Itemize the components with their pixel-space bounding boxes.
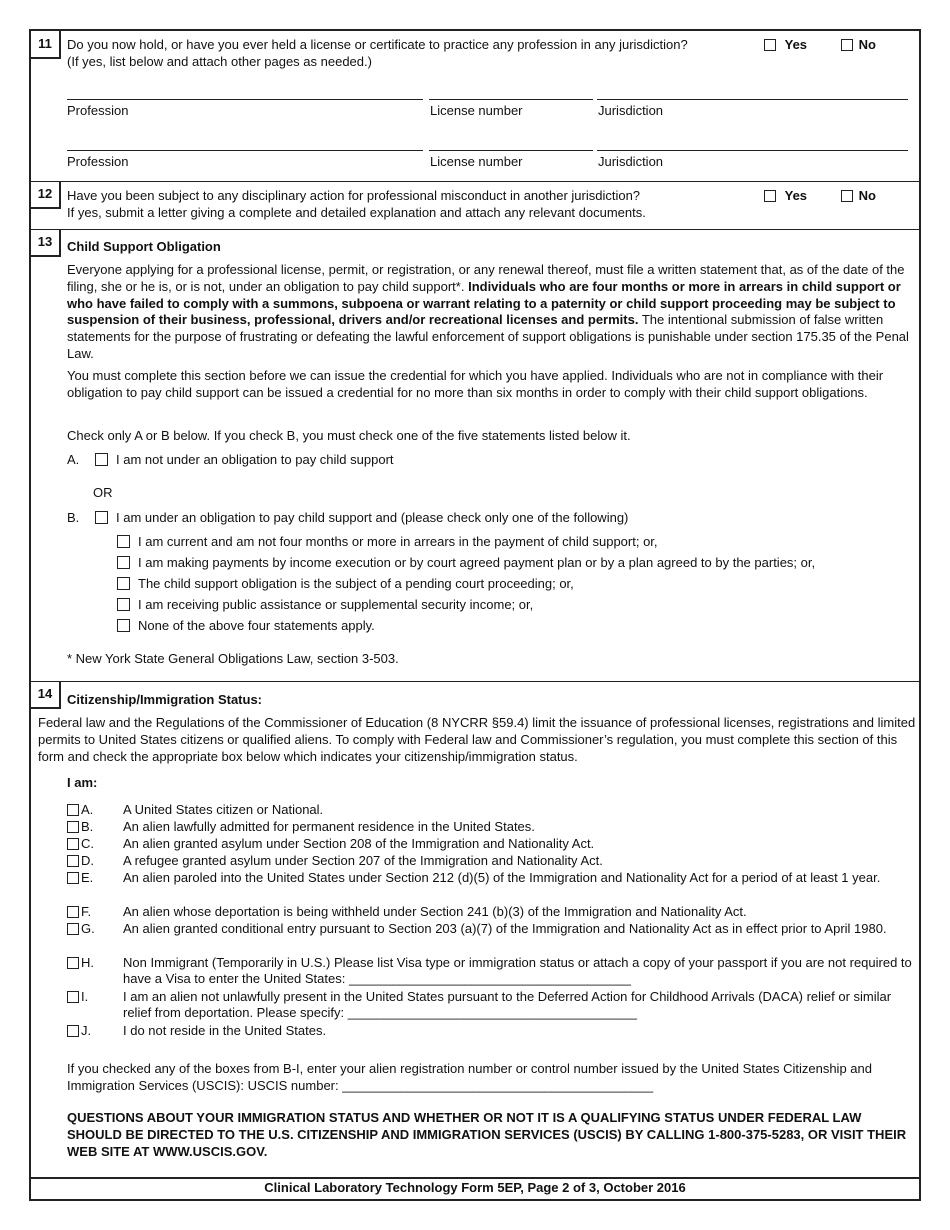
status-option-letter-cell (67, 955, 122, 971)
section-title: Citizenship/Immigration Status: (67, 692, 263, 707)
section-title: Child Support Obligation (67, 239, 221, 254)
no-checkbox[interactable] (841, 39, 853, 51)
no-option[interactable] (841, 187, 876, 204)
status-letter: G. (81, 921, 95, 936)
status-checkbox[interactable] (67, 1025, 79, 1037)
option-b-checkbox[interactable] (95, 511, 108, 524)
option-a-letter: A. (67, 452, 80, 467)
status-text: An alien lawfully admitted for permanent residence in the United States. (123, 819, 535, 834)
section-number: 14 (31, 681, 61, 709)
footnote: * New York State General Obligations Law, section 3-503. (67, 651, 399, 666)
status-checkbox[interactable] (67, 957, 79, 969)
or-label: OR (93, 485, 113, 500)
section-number: 12 (31, 181, 61, 209)
status-letter: B. (81, 819, 94, 834)
status-text: An alien granted conditional entry pursuant to Section 203 (a)(7) of the Immigration and Nationality Act as in effect prior to April 1980. (123, 921, 887, 936)
immigration-warning: QUESTIONS ABOUT YOUR IMMIGRATION STATUS AND WHETHER OR NOT IT IS A QUALIFYING STATUS UNDER FEDERAL LAW SHOULD BE DIRECTED TO THE U.S. CITIZENSHIP AND IMMIGRATION SERVICES (USCIS) BY CALLING 1-800-375-5283, OR VISIT THEIR WEB SITE AT WWW.USCIS.GOV. (67, 1110, 907, 1159)
status-option[interactable] (67, 870, 917, 902)
status-option[interactable] (67, 1023, 917, 1039)
option-a-text: I am not under an obligation to pay child support (116, 452, 394, 467)
profession-label: Profession (67, 103, 129, 118)
status-text: I am an alien not unlawfully present in the United States pursuant to the Deferred Action for Childhood Arrivals (DACA) relief or similar relief from deportation. Please specify: ________________________________________ (123, 989, 892, 1020)
option-b-text: I am under an obligation to pay child support and (please check only one of the following) (116, 510, 629, 525)
status-option[interactable] (67, 921, 917, 953)
sub-option-text: I am making payments by income execution or by court agreed payment plan or by a plan agreed to by the parties; or, (138, 555, 816, 570)
status-text: Non Immigrant (Temporarily in U.S.) Please list Visa type or immigration status or attach a copy of your passport if you are not required to have a Visa to enter the United States: _______________________________________ (123, 955, 912, 986)
status-option-letter-cell (67, 853, 122, 869)
citizenship-intro: Federal law and the Regulations of the Commissioner of Education (8 NYCRR §59.4) limit the issuance of professional licenses, registrations and limited permits to United States citizens or qualified aliens. To comply with Federal law and Commissioner’s regulation, you must complete this section of this form and check the appropriate box below which indicates your citizenship/immigration status. (38, 715, 916, 764)
option-a-checkbox[interactable] (95, 453, 108, 466)
sub-option-text: I am current and am not four months or more in arrears in the payment of child support; or, (138, 534, 658, 549)
question-text: Do you now hold, or have you ever held a license or certificate to practice any profession in any jurisdiction? (67, 37, 688, 52)
status-text: I do not reside in the United States. (123, 1023, 327, 1038)
status-option-letter-cell (67, 989, 122, 1005)
sub-option-checkbox[interactable] (117, 577, 130, 590)
jurisdiction-label: Jurisdiction (598, 154, 664, 169)
section-14 (31, 681, 919, 1179)
status-letter: E. (81, 870, 94, 885)
question-note: If yes, submit a letter giving a complete and detailed explanation and attach any relevant documents. (67, 205, 646, 220)
status-checkbox[interactable] (67, 804, 79, 816)
sub-option-checkbox[interactable] (117, 556, 130, 569)
status-option-letter-cell (67, 836, 122, 852)
status-option[interactable] (67, 802, 917, 818)
status-letter: F. (81, 904, 92, 919)
status-checkbox[interactable] (67, 872, 79, 884)
yes-checkbox[interactable] (764, 39, 776, 51)
yes-option[interactable] (764, 187, 807, 204)
license-label: License number (430, 103, 523, 118)
status-option-letter-cell (67, 870, 122, 886)
child-support-paragraph-1 (67, 262, 917, 363)
status-text: An alien paroled into the United States under Section 212 (d)(5) of the Immigration and Nationality Act for a period of at least 1 year. (123, 870, 881, 885)
child-support-paragraph-2: You must complete this section before we can issue the credential for which you have applied. Individuals who are not in compliance with their obligation to pay child support can be issued a credential for no more than six months in order to comply with their child support obligations. (67, 368, 884, 400)
status-option-letter-cell (67, 1023, 122, 1039)
profession-field-1[interactable] (67, 99, 423, 100)
status-option-letter-cell (67, 904, 122, 920)
yes-label: Yes (784, 188, 808, 203)
jurisdiction-field-2[interactable] (597, 150, 908, 151)
status-letter: D. (81, 853, 94, 868)
sub-option-checkbox[interactable] (117, 535, 130, 548)
section-number: 13 (31, 229, 61, 257)
sub-option-checkbox[interactable] (117, 598, 130, 611)
status-option-letter-cell (67, 802, 122, 818)
no-label: No (858, 188, 876, 203)
status-letter: I. (81, 989, 89, 1004)
license-field-1[interactable] (429, 99, 593, 100)
status-checkbox[interactable] (67, 991, 79, 1003)
section-13 (31, 229, 919, 682)
section-11 (31, 31, 919, 182)
status-checkbox[interactable] (67, 923, 79, 935)
i-am-label: I am: (67, 775, 98, 790)
profession-label: Profession (67, 154, 129, 169)
no-checkbox[interactable] (841, 190, 853, 202)
status-option[interactable] (67, 853, 917, 869)
status-checkbox[interactable] (67, 821, 79, 833)
sub-option-text: The child support obligation is the subject of a pending court proceeding; or, (138, 576, 574, 591)
status-text: An alien whose deportation is being withheld under Section 241 (b)(3) of the Immigration and Nationality Act. (123, 904, 747, 919)
status-option[interactable] (67, 989, 917, 1021)
no-option[interactable] (841, 36, 876, 53)
yes-checkbox[interactable] (764, 190, 776, 202)
uscis-number-instruction: If you checked any of the boxes from B-I, enter your alien registration number or control number issued by the United States Citizenship and Immigration Services (USCIS): USCIS number: ___________________________________________ (67, 1061, 872, 1093)
section-12 (31, 181, 919, 230)
status-letter: C. (81, 836, 94, 851)
status-letter: A. (81, 802, 94, 817)
status-option-letter-cell (67, 819, 122, 835)
profession-field-2[interactable] (67, 150, 423, 151)
status-text: A United States citizen or National. (123, 802, 324, 817)
jurisdiction-label: Jurisdiction (598, 103, 664, 118)
sub-option-text: None of the above four statements apply. (138, 618, 375, 633)
paragraph-bold-text: Individuals who are four months or more in arrears in child support or who have failed to comply with a summons, subpoena or warrant relating to a paternity or child support proceeding may be subject to suspension of their business, professional, drivers and/or recreational licenses and permits. (67, 278, 901, 328)
form-page (29, 29, 921, 1201)
status-option[interactable] (67, 836, 917, 852)
page-footer: Clinical Laboratory Technology Form 5EP, Page 2 of 3, October 2016 (31, 1177, 919, 1199)
status-letter: J. (81, 1023, 92, 1038)
status-checkbox[interactable] (67, 855, 79, 867)
jurisdiction-field-1[interactable] (597, 99, 908, 100)
sub-option-text: I am receiving public assistance or supplemental security income; or, (138, 597, 534, 612)
question-note: (If yes, list below and attach other pages as needed.) (67, 54, 372, 69)
sub-option-checkbox[interactable] (117, 619, 130, 632)
paragraph-text: Everyone applying for a professional license, permit, or registration, or any renewal thereof, must file a written statement that, as of the date of the filing, she or he is, or is not, under an obligation to pay child support*. (67, 262, 905, 294)
paragraph-text: The intentional submission of false written statements for the purpose of frustrating or defeating the lawful enforcement of support obligations is punishable under section 175.35 of the Penal Law. (67, 312, 909, 361)
yes-label: Yes (784, 37, 808, 52)
status-option[interactable] (67, 955, 917, 987)
no-label: No (858, 37, 876, 52)
question-text: Have you been subject to any disciplinary action for professional misconduct in another jurisdiction? (67, 188, 641, 203)
status-option[interactable] (67, 904, 917, 920)
status-checkbox[interactable] (67, 838, 79, 850)
check-instruction: Check only A or B below. If you check B, you must check one of the five statements listed below it. (67, 428, 631, 443)
license-field-2[interactable] (429, 150, 593, 151)
license-label: License number (430, 154, 523, 169)
status-option-letter-cell (67, 921, 122, 937)
option-b-letter: B. (67, 510, 80, 525)
status-text: A refugee granted asylum under Section 207 of the Immigration and Nationality Act. (123, 853, 603, 868)
status-letter: H. (81, 955, 94, 970)
status-checkbox[interactable] (67, 906, 79, 918)
section-number: 11 (31, 31, 61, 59)
status-text: An alien granted asylum under Section 208 of the Immigration and Nationality Act. (123, 836, 595, 851)
status-option[interactable] (67, 819, 917, 835)
yes-option[interactable] (764, 36, 807, 53)
